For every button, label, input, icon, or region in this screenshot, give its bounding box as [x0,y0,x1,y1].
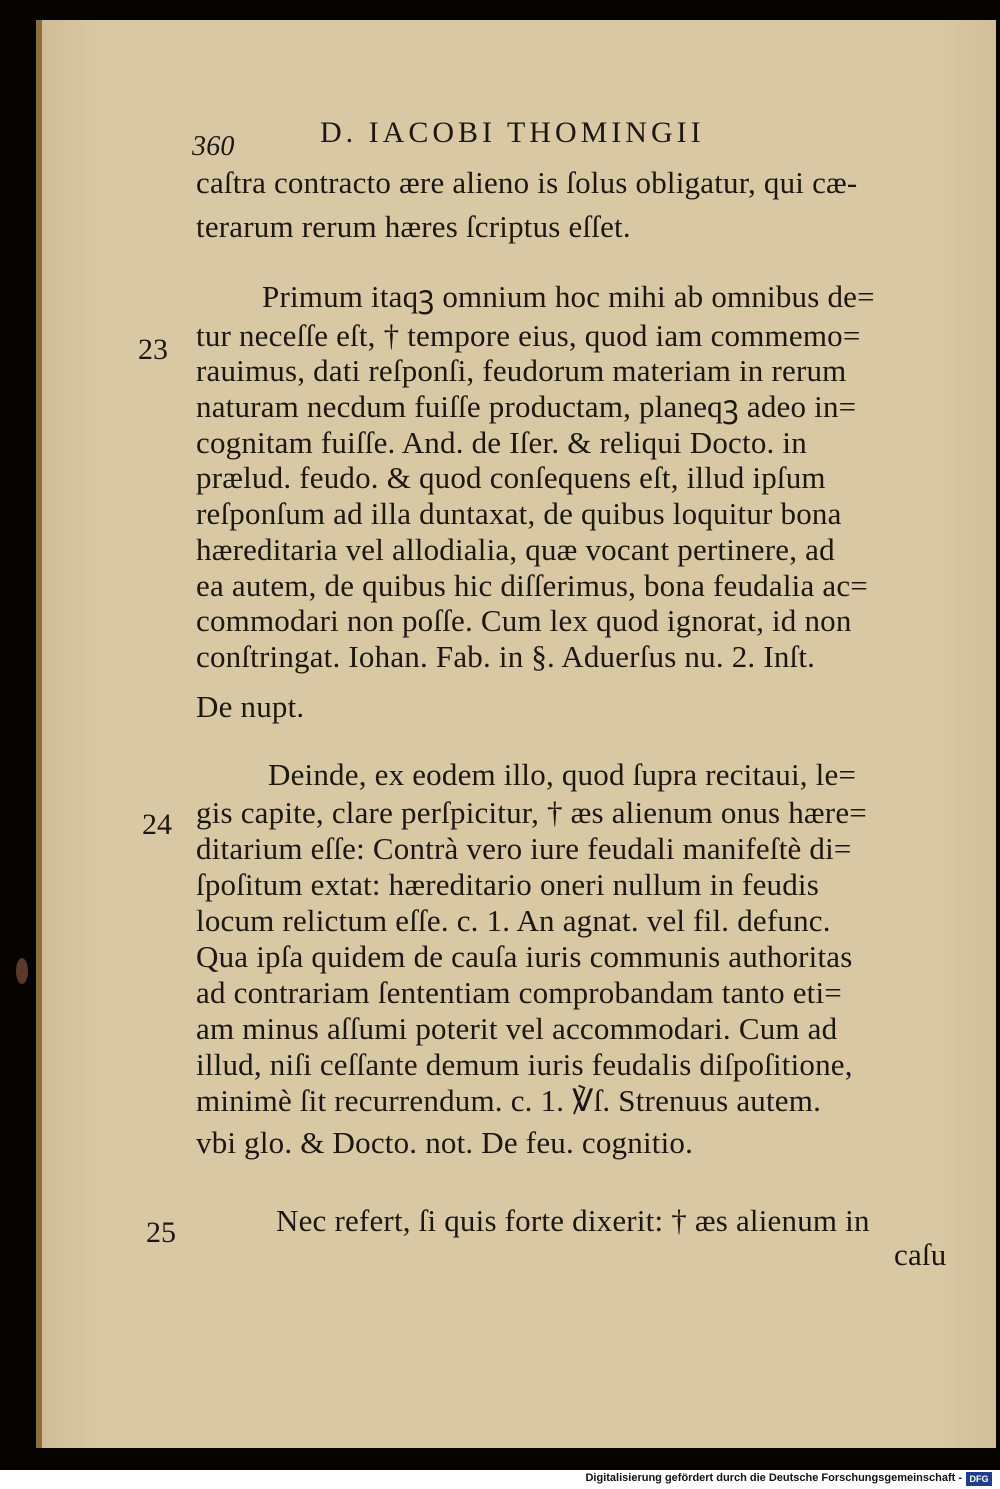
running-head: D. IACOBI THOMINGII [320,116,705,149]
text-line: ea autem, de quibus hic diſſerimus, bona feudalia ac= [196,568,868,603]
text-line: Nec refert, ſi quis forte dixerit: † æs alienum in [276,1203,870,1238]
text-line: caſtra contracto ære alieno is ſolus obligatur, qui cæ- [196,165,858,200]
footer-credit: Digitalisierung gefördert durch die Deutsche Forschungsgemeinschaft - [585,1472,962,1484]
margin-number: 24 [142,808,172,841]
text-line: De nupt. [196,689,305,724]
text-line: commodari non poſſe. Cum lex quod ignorat, id non [196,603,852,638]
text-line: terarum rerum hæres ſcriptus eſſet. [196,209,631,244]
text-line: Qua ipſa quidem de cauſa iuris communis authoritas [196,939,853,974]
margin-number: 23 [138,333,168,366]
text-line: illud, niſi ceſſante demum iuris feudalis diſpoſitione, [196,1047,853,1082]
text-line: locum relictum eſſe. c. 1. An agnat. vel fil. defunc. [196,903,831,938]
text-line: vbi glo. & Docto. not. De feu. cognitio. [196,1125,694,1160]
text-line: prælud. feudo. & quod conſequens eſt, illud ipſum [196,460,826,495]
text-line: gis capite, clare perſpicitur, † æs alienum onus hære= [196,795,867,830]
footer-bar [0,1470,1000,1489]
text-line: rauimus, dati reſponſi, feudorum materiam in rerum [196,353,847,388]
text-line: ſpoſitum extat: hæreditario oneri nullum in feudis [196,867,820,902]
text-line: tur neceſſe eſt, † tempore eius, quod iam commemo= [196,318,861,353]
dfg-logo: DFG [966,1472,992,1486]
text-line: minimè ſit recurrendum. c. 1. ℣ſ. Strenuus autem. [196,1083,822,1118]
text-line: am minus aſſumi poterit vel accommodari. Cum ad [196,1011,838,1046]
page-number: 360 [192,131,235,162]
text-line: ditarium eſſe: Contrà vero iure feudali manifeſtè di= [196,831,852,866]
ink-stain [16,958,28,984]
text-line: naturam necdum fuiſſe productam, planeqꝫ adeo in= [196,389,857,424]
text-line: cognitam fuiſſe. And. de Iſer. & reliqui Docto. in [196,425,807,460]
margin-number: 25 [146,1216,176,1249]
text-line: conſtringat. Iohan. Fab. in §. Aduerſus nu. 2. Inſt. [196,639,816,674]
text-line: reſponſum ad illa duntaxat, de quibus loquitur bona [196,496,842,531]
text-line: hæreditaria vel allodialia, quæ vocant pertinere, ad [196,532,835,567]
text-line: ad contrariam ſententiam comprobandam tanto eti= [196,975,842,1010]
text-line: Primum itaqꝫ omnium hoc mihi ab omnibus de= [262,279,875,314]
catchword: caſu [894,1237,947,1272]
text-line: Deinde, ex eodem illo, quod ſupra recitaui, le= [268,757,857,792]
